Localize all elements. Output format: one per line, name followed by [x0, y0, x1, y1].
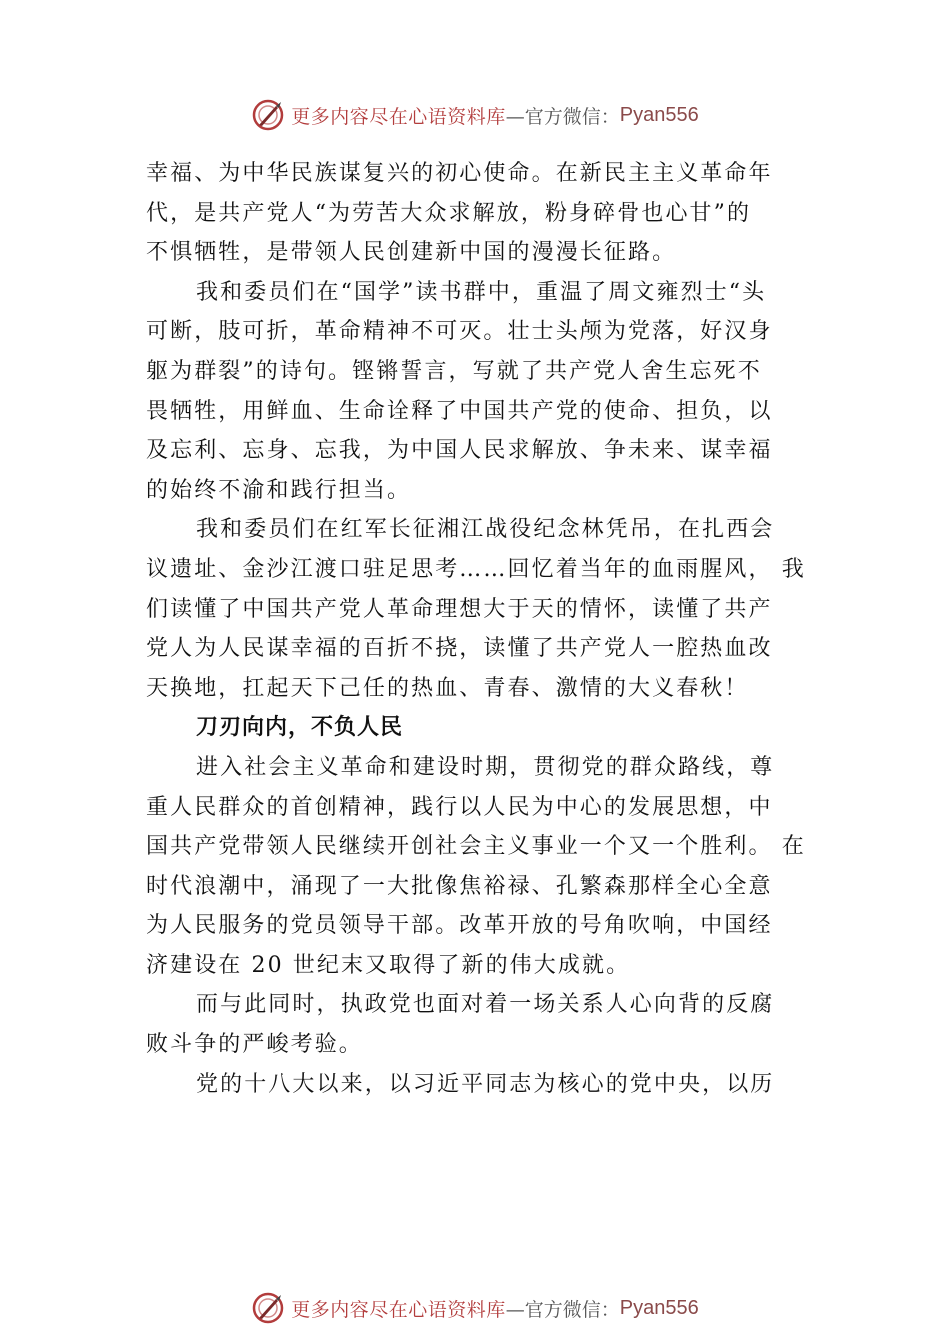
watermark-text: 更多内容尽在心语资料库	[291, 1298, 506, 1321]
text-line: 国共产党带领人民继续开创社会主义事业一个又一个胜利。 在	[146, 834, 806, 860]
section-heading: 刀刃向内，不负人民	[196, 715, 404, 741]
watermark-text: 更多内容尽在心语资料库	[291, 105, 506, 128]
paragraph-first-line: 进入社会主义革命和建设时期，贯彻党的群众路线，尊	[196, 754, 775, 780]
text-line: 时代浪潮中，涌现了一大批像焦裕禄、孔繁森那样全心全意	[146, 873, 773, 899]
watermark-wechat-id: Pyan556	[619, 1296, 699, 1319]
watermark-wechat-id: Pyan556	[619, 103, 699, 126]
text-line: 重人民群众的首创精神，践行以人民为中心的发展思想，中	[146, 794, 773, 820]
text-line: 畏牺牲，用鲜血、生命诠释了中国共产党的使命、担负，以	[146, 398, 773, 424]
text-line: 败斗争的严峻考验。	[146, 1032, 363, 1058]
paragraph-first-line: 党的十八大以来，以习近平同志为核心的党中央，以历	[196, 1071, 775, 1097]
quill-seal-icon	[251, 1291, 285, 1325]
text-line: 代，是共产党人“为劳苦大众求解放，粉身碎骨也心甘”的	[146, 200, 752, 226]
text-line: 不惧牺牲，是带领人民创建新中国的漫漫长征路。	[146, 240, 677, 266]
paragraph-first-line: 而与此同时，执政党也面对着一场关系人心向背的反腐	[196, 992, 775, 1018]
text-line: 为人民服务的党员领导干部。改革开放的号角吹响，中国经	[146, 913, 773, 939]
watermark-separator: —官方微信：	[505, 1298, 620, 1321]
text-line: 议遗址、金沙江渡口驻足思考……回忆着当年的血雨腥风， 我	[146, 556, 806, 582]
text-line: 们读懂了中国共产党人革命理想大于天的情怀，读懂了共产	[146, 596, 773, 622]
text-line: 的始终不渝和践行担当。	[146, 477, 412, 503]
text-line: 幸福、为中华民族谋复兴的初心使命。在新民主主义革命年	[146, 161, 773, 186]
text-line: 躯为群裂”的诗句。铿锵誓言，写就了共产党人舍生忘死不	[146, 358, 762, 384]
paragraph-first-line: 我和委员们在“国学”读书群中，重温了周文雍烈士“头	[196, 279, 767, 305]
text-line: 党人为人民谋幸福的百折不挠，读懂了共产党人一腔热血改	[146, 636, 773, 662]
text-line: 天换地，扛起天下己任的热血、青春、激情的大义春秋！	[146, 675, 749, 701]
text-line: 济建设在 20 世纪末又取得了新的伟大成就。	[146, 952, 631, 978]
footer-watermark	[0, 1288, 950, 1328]
text-line: 可断，肢可折，革命精神不可灭。壮士头颅为党落，好汉身	[146, 319, 773, 345]
quill-seal-icon	[251, 98, 285, 132]
header-watermark	[0, 95, 950, 135]
paragraph-first-line: 我和委员们在红军长征湘江战役纪念林凭吊，在扎西会	[196, 517, 775, 543]
text-line: 及忘利、忘身、忘我，为中国人民求解放、争未来、谋幸福	[146, 438, 773, 464]
watermark-separator: —官方微信：	[505, 105, 620, 128]
document-body	[146, 154, 808, 1104]
